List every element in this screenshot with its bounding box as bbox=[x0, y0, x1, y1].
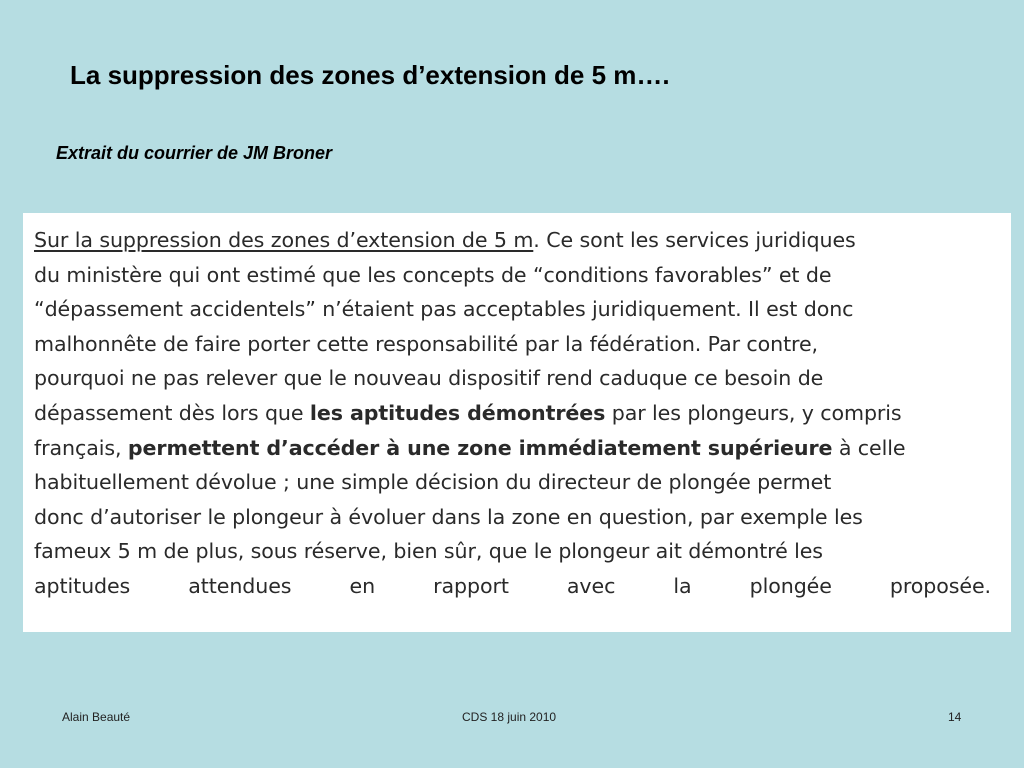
excerpt-line-3: “dépassement accidentels” n’étaient pas acceptables juridiquement. Il est donc bbox=[34, 297, 854, 322]
excerpt-emphasis-aptitudes: les aptitudes démontrées bbox=[309, 400, 606, 425]
excerpt-line-7 bbox=[34, 431, 991, 466]
excerpt-word: attendues bbox=[188, 573, 292, 598]
excerpt-line-4: malhonnête de faire porter cette responsabilité par la fédération. Par contre, bbox=[34, 331, 818, 356]
footer-author: Alain Beauté bbox=[62, 710, 131, 724]
excerpt-word: en bbox=[349, 573, 376, 598]
excerpt-line-10: fameux 5 m de plus, sous réserve, bien sûr, que le plongeur ait démontré les bbox=[34, 539, 823, 564]
excerpt-line-6-end: par les plongeurs, y compris bbox=[605, 400, 902, 425]
excerpt-line-8: habituellement dévolue ; une simple décision du directeur de plongée permet bbox=[34, 470, 832, 495]
slide-subtitle: Extrait du courrier de JM Broner bbox=[56, 143, 333, 163]
slide-title: La suppression des zones d’extension de 5 m…. bbox=[70, 60, 670, 90]
excerpt-heading-underlined: Sur la suppression des zones d’extension de 5 m bbox=[34, 228, 534, 252]
footer-event: CDS 18 juin 2010 bbox=[462, 710, 557, 724]
excerpt-word: avec bbox=[566, 573, 616, 598]
excerpt-line-1 bbox=[34, 223, 991, 258]
excerpt-emphasis-zone: permettent d’accéder à une zone immédiatement supérieure bbox=[127, 435, 833, 460]
excerpt-line-6-start: dépassement dès lors que bbox=[34, 400, 310, 425]
letter-excerpt bbox=[23, 213, 1011, 632]
excerpt-line-6 bbox=[34, 396, 991, 431]
excerpt-word: rapport bbox=[433, 573, 509, 598]
excerpt-line-5: pourquoi ne pas relever que le nouveau dispositif rend caduque ce besoin de bbox=[34, 366, 824, 391]
excerpt-word: aptitudes bbox=[34, 573, 131, 598]
excerpt-line-7-start: français, bbox=[34, 435, 128, 460]
excerpt-word: proposée. bbox=[889, 573, 991, 598]
excerpt-line-2: du ministère qui ont estimé que les concepts de “conditions favorables” et de bbox=[34, 262, 832, 287]
excerpt-line-1-rest: . Ce sont les services juridiques bbox=[533, 228, 856, 252]
excerpt-line-7-end: à celle bbox=[832, 435, 906, 460]
excerpt-line-11 bbox=[34, 569, 991, 604]
excerpt-word: la bbox=[673, 573, 692, 598]
footer-page-number: 14 bbox=[948, 710, 962, 724]
excerpt-word: plongée bbox=[749, 573, 832, 598]
excerpt-line-9: donc d’autoriser le plongeur à évoluer dans la zone en question, par exemple les bbox=[34, 504, 863, 529]
